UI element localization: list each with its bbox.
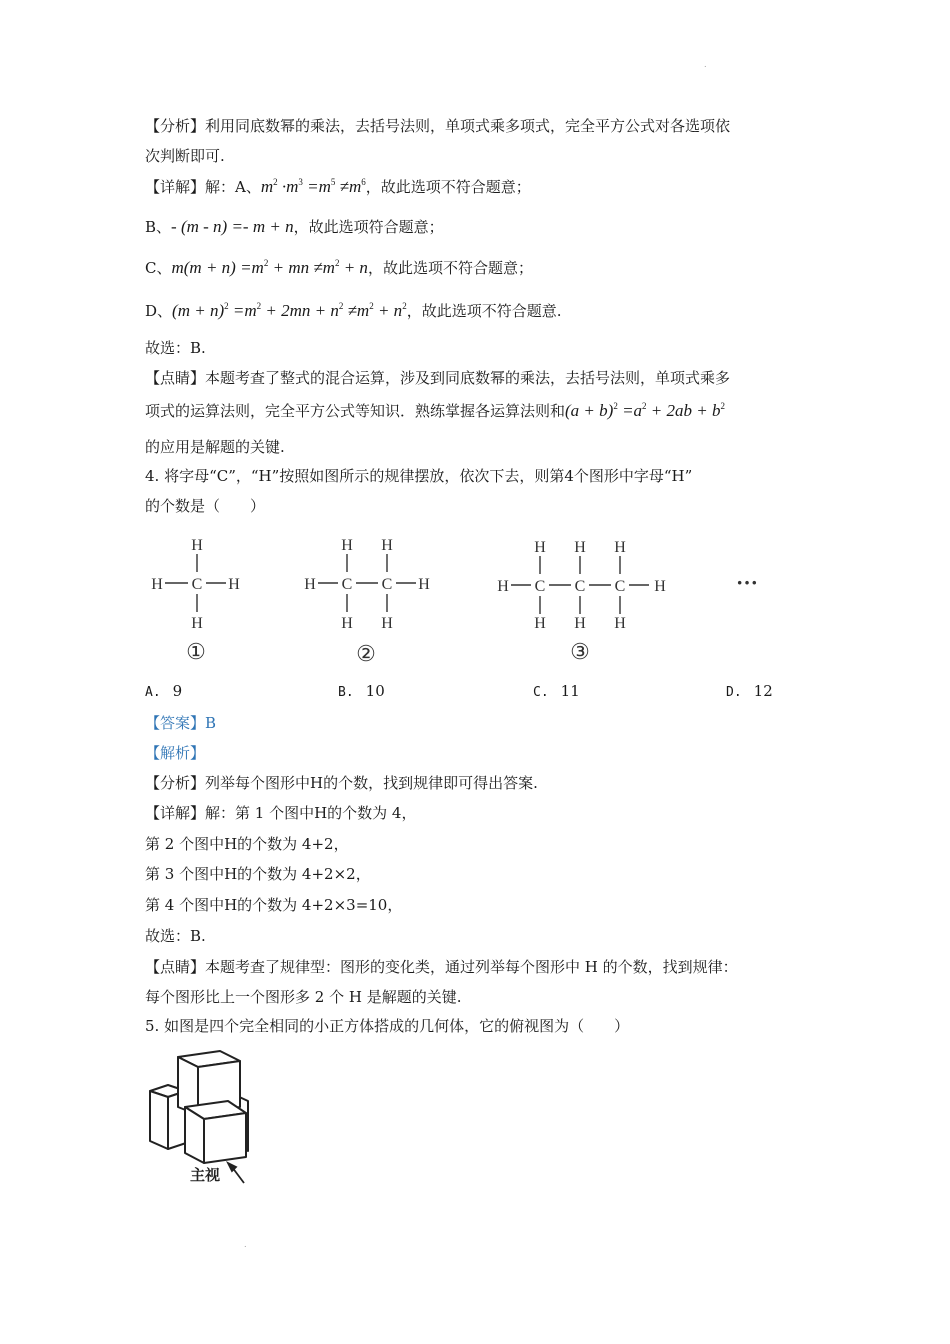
option-c [533, 682, 580, 700]
q3-c-verdict: ，故此选项不符合题意； [367, 259, 533, 277]
q3-d-verdict: ，故此选项不符合题意. [406, 302, 562, 320]
q3-b-prefix: B、 [145, 218, 172, 236]
formula-b: - (m - n) =- m + n [171, 217, 294, 236]
corner-mark: . [704, 60, 707, 69]
q5-stem: 5. 如图是四个完全相同的小正方体搭成的几何体，它的俯视图为（ ） [145, 1017, 630, 1035]
q4-choice: 故选：B. [145, 927, 206, 945]
h-atom: H [497, 578, 509, 595]
q3-a-verdict: ，故此选项不符合题意； [365, 178, 531, 196]
q3-comment-2 [145, 401, 725, 421]
q3-detail-c [145, 258, 533, 278]
h-atom: H [614, 539, 626, 556]
option-b [338, 682, 385, 700]
option-value: 9 [172, 682, 183, 700]
q4-answer [145, 713, 216, 733]
q4-analysis-tag: 【解析】 [145, 744, 206, 762]
q4-detail-3: 第 3 个图中H的个数为 4+2×2， [145, 865, 371, 883]
q4-comment: 【点睛】本题考查了规律型：图形的变化类，通过列举每个图形中 H 的个数，找到规律： [145, 958, 738, 976]
answer-tag: 【答案】B [145, 714, 217, 732]
q3-comment-3: 的应用是解题的关键. [145, 438, 285, 456]
option-letter: B. [338, 685, 354, 700]
h-atom: H [228, 576, 240, 593]
h-atom: H [574, 615, 586, 632]
h-atom: H [381, 615, 393, 632]
q4-detail-4: 第 4 个图中H的个数为 4+2×3=10， [145, 896, 403, 914]
h-atom: H [534, 615, 546, 632]
formula-square: $(a + b)^2 =a^2 + 2ab + b^2$ [565, 401, 725, 420]
h-atom: H [614, 615, 626, 632]
h-atom: H [341, 615, 353, 632]
molecule-figures [0, 528, 950, 668]
formula-c: $m(m + n) =m^2$ + mn $\ne m^2 + n$ [171, 258, 368, 277]
q4-stem-cont: 的个数是（ ） [145, 497, 266, 515]
q3-b-verdict: ，故此选项符合题意； [293, 218, 444, 236]
h-atom: H [341, 537, 353, 554]
h-atom: H [418, 576, 430, 593]
option-value: 12 [753, 682, 773, 700]
q3-analysis: 【分析】利用同底数幂的乘法，去括号法则，单项式乘多项式，完全平方公式对各选项依 [145, 117, 731, 135]
h-atom: H [191, 615, 203, 632]
option-letter: D. [726, 685, 742, 700]
front-view-label: 主视 [190, 1168, 221, 1184]
h-atom: H [534, 539, 546, 556]
cubes-figure [140, 1045, 270, 1195]
figure-label-1: ① [186, 639, 206, 664]
q3-detail-prefix: 【详解】解：A、 [145, 178, 261, 196]
q4-comment-2: 每个图形比上一个图形多 2 个 H 是解题的关键. [145, 988, 462, 1006]
q4-detail-2: 第 2 个图中H的个数为 4+2， [145, 835, 349, 853]
c-atom: C [191, 576, 203, 593]
q3-c-prefix: C、 [145, 259, 172, 277]
q4-stem: 4. 将字母“C”，“H”按照如图所示的规律摆放，依次下去，则第4个图形中字母“H” [145, 467, 693, 485]
c-atom: C [534, 578, 546, 595]
c-atom: C [341, 576, 353, 593]
option-a [145, 682, 182, 700]
ellipsis: ··· [735, 570, 759, 595]
h-atom: H [574, 539, 586, 556]
formula-a: $m^2 \cdot m^3 =m^5 \ne m^6$ [260, 177, 366, 196]
q3-d-prefix: D、 [145, 302, 173, 320]
q3-comment: 【点睛】本题考查了整式的混合运算，涉及到同底数幂的乘法，去括号法则，单项式乘多 [145, 369, 731, 387]
h-atom: H [654, 578, 666, 595]
q3-detail-d [145, 301, 561, 321]
figure-label-3: ③ [570, 639, 590, 664]
figure-label-2: ② [356, 641, 376, 666]
q4-detail-1: 【详解】解：第 1 个图中H的个数为 4， [145, 804, 417, 822]
option-value: 11 [560, 682, 580, 700]
q3-analysis-cont: 次判断即可. [145, 147, 225, 165]
q3-comment-text: 项式的运算法则，完全平方公式等知识．熟练掌握各运算法则和 [145, 402, 566, 420]
h-atom: H [304, 576, 316, 593]
option-letter: C. [533, 685, 549, 700]
h-atom: H [151, 576, 163, 593]
option-letter: A. [145, 685, 161, 700]
footer-mark: . [244, 1240, 247, 1249]
c-atom: C [381, 576, 393, 593]
q4-analysis: 【分析】列举每个图形中H的个数，找到规律即可得出答案. [145, 774, 538, 792]
q3-choice: 故选：B. [145, 339, 206, 357]
q3-detail-a [145, 177, 531, 197]
option-d [726, 682, 773, 700]
option-value: 10 [365, 682, 385, 700]
c-atom: C [614, 578, 626, 595]
h-atom: H [191, 537, 203, 554]
c-atom: C [574, 578, 586, 595]
h-atom: H [381, 537, 393, 554]
formula-d: $(m + n)^2 =m^2 + 2mn + n^2 \ne m^2 + n^2$ [172, 301, 407, 320]
q3-detail-b [145, 217, 444, 237]
